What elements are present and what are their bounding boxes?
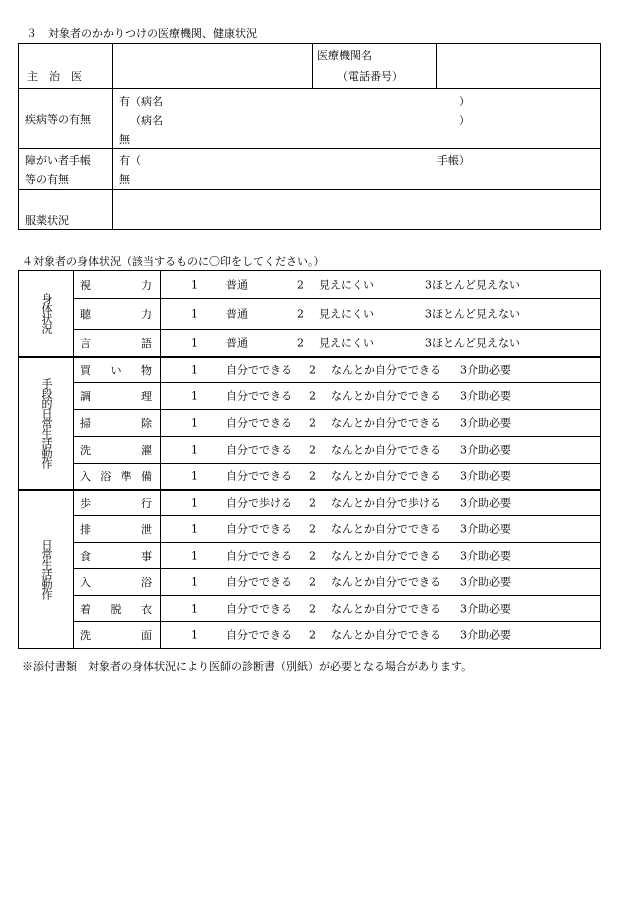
item-label-char: 着 [80, 602, 91, 616]
handbook-field[interactable] [113, 149, 601, 190]
body-status-row [19, 490, 601, 516]
option-t1: 自分でできる [226, 443, 292, 457]
option-t3: 3ほとんど見えない [425, 278, 520, 291]
option-t2: 見えにくい [319, 336, 374, 350]
option-t1: 自分でできる [226, 389, 292, 403]
item-label-char: 行 [141, 496, 152, 510]
item-label [74, 277, 160, 293]
item-label [74, 627, 160, 643]
item-label-cell [74, 330, 161, 357]
options-cell[interactable] [161, 410, 601, 437]
doctor-label: 主 治 医 [27, 70, 82, 83]
handbook-close: 手帳） [437, 154, 470, 167]
item-label-cell [74, 383, 161, 410]
item-label-char: 力 [141, 308, 152, 321]
option-t2: なんとか自分でできる [331, 443, 441, 457]
health-table [18, 43, 601, 230]
item-label-char: 泄 [141, 523, 152, 536]
group-label-cell [19, 490, 74, 649]
option-t1: 自分でできる [226, 628, 292, 642]
option-t3: 3介助必要 [460, 443, 511, 457]
item-label-cell [74, 464, 161, 490]
disease-field[interactable] [113, 89, 601, 149]
options-cell[interactable] [161, 543, 601, 569]
option-o2: 2 [309, 575, 316, 589]
option-o2: 2 [309, 389, 316, 403]
item-label-char: 排 [80, 523, 91, 536]
option-o1: 1 [191, 443, 198, 457]
option-t1: 普通 [226, 336, 248, 350]
group-label: 手段的日常生活動作 [40, 378, 53, 468]
option-t3: 3介助必要 [460, 363, 511, 377]
facility-name-label: 医療機関名 [317, 49, 372, 62]
options-cell[interactable] [161, 271, 601, 299]
item-label-char: 除 [141, 417, 152, 430]
option-o2: 2 [297, 336, 304, 350]
item-label-cell [74, 569, 161, 596]
option-t3: 3介助必要 [460, 496, 511, 510]
item-label-char: 言 [80, 336, 91, 350]
option-o1: 1 [191, 496, 198, 510]
option-o1: 1 [191, 549, 198, 562]
section3-title: ３ 対象者のかかりつけの医療機関、健康状況 [26, 27, 257, 40]
option-t2: なんとか自分でできる [331, 389, 441, 403]
option-t1: 自分でできる [226, 469, 292, 483]
item-label-cell [74, 543, 161, 569]
medication-field[interactable] [113, 190, 601, 230]
option-t3: 3介助必要 [460, 469, 511, 483]
option-o1: 1 [191, 522, 198, 536]
option-t2: 見えにくい [319, 307, 374, 321]
item-label-char: 買 [80, 363, 91, 377]
option-o1: 1 [191, 363, 198, 377]
options-cell[interactable] [161, 490, 601, 516]
item-label-char: 面 [141, 629, 152, 642]
disease-label-cell [19, 89, 113, 149]
item-label-char: 濯 [141, 444, 152, 457]
item-label-char: 浴 [141, 576, 152, 589]
options-cell[interactable] [161, 569, 601, 596]
item-label-char: 入 [80, 576, 91, 589]
body-status-row [19, 596, 601, 622]
body-status-row [19, 383, 601, 410]
option-o2: 2 [309, 469, 316, 483]
item-label-char: 聴 [80, 308, 91, 321]
option-o1: 1 [191, 336, 198, 350]
option-o2: 2 [297, 307, 304, 321]
option-t2: なんとか自分でできる [331, 363, 441, 377]
options-cell[interactable] [161, 437, 601, 464]
option-t3: 3介助必要 [460, 416, 511, 430]
item-label [74, 548, 160, 564]
item-label [74, 335, 160, 351]
item-label-cell [74, 622, 161, 649]
option-o1: 1 [191, 469, 198, 483]
option-o2: 2 [309, 416, 316, 430]
option-t1: 自分でできる [226, 522, 292, 536]
option-o1: 1 [191, 575, 198, 589]
doctor-label-cell [19, 44, 113, 89]
disease-yes-2: （病名 [130, 114, 163, 127]
body-status-row [19, 357, 601, 383]
option-t2: なんとか自分で歩ける [331, 496, 441, 510]
option-t3: 3介助必要 [460, 549, 511, 562]
option-o1: 1 [191, 602, 198, 615]
item-label-char: 洗 [80, 444, 91, 457]
section4-title: ４対象者の身体状況（該当するものに〇印をしてください。） [22, 255, 325, 268]
option-t3: 3介助必要 [460, 389, 511, 403]
option-o1: 1 [191, 628, 198, 642]
item-label [74, 601, 160, 617]
item-label-char: 入 [80, 470, 91, 484]
option-t3: 3介助必要 [460, 522, 511, 536]
option-t3: 3介助必要 [460, 575, 511, 589]
footnote: ※添付書類 対象者の身体状況により医師の診断書（別紙）が必要となる場合があります。 [22, 660, 473, 673]
option-o2: 2 [309, 602, 316, 615]
option-t1: 普通 [226, 307, 248, 321]
option-t2: なんとか自分でできる [331, 549, 441, 562]
item-label-char: 理 [141, 390, 152, 403]
option-t1: 自分でできる [226, 602, 292, 615]
option-t2: なんとか自分でできる [331, 575, 441, 589]
body-status-row [19, 299, 601, 330]
item-label [74, 415, 160, 431]
item-label [74, 521, 160, 537]
options-cell[interactable] [161, 383, 601, 410]
item-label [74, 495, 160, 511]
item-label-char: 力 [141, 278, 152, 292]
option-t1: 自分でできる [226, 549, 292, 562]
item-label-char: 事 [141, 549, 152, 563]
disease-yes-1: 有（病名 [119, 95, 163, 108]
item-label [74, 362, 160, 378]
item-label [74, 306, 160, 322]
option-t2: なんとか自分でできる [331, 522, 441, 536]
medication-label: 服薬状況 [25, 214, 69, 227]
doctor-name-field[interactable] [113, 44, 313, 89]
item-label-char: 浴 [100, 470, 112, 484]
option-t2: 見えにくい [319, 278, 374, 291]
item-label-char: 掃 [80, 417, 91, 430]
option-t1: 自分で歩ける [226, 496, 292, 510]
option-o2: 2 [309, 443, 316, 457]
option-t1: 自分でできる [226, 416, 292, 430]
handbook-none: 無 [119, 173, 130, 186]
option-t2: なんとか自分でできる [331, 416, 441, 430]
option-t1: 自分でできる [226, 363, 292, 377]
item-label-char: 視 [80, 278, 91, 292]
option-o2: 2 [309, 549, 316, 562]
body-status-row [19, 543, 601, 569]
option-t3: 3ほとんど見えない [425, 336, 520, 350]
item-label-cell [74, 437, 161, 464]
phone-label: （電話番号） [337, 70, 403, 83]
option-o2: 2 [309, 522, 316, 536]
body-status-row [19, 410, 601, 437]
body-status-row [19, 437, 601, 464]
option-o2: 2 [309, 628, 316, 642]
option-t2: なんとか自分でできる [331, 602, 441, 615]
options-cell[interactable] [161, 299, 601, 330]
item-label-cell [74, 596, 161, 622]
item-label-cell [74, 271, 161, 299]
option-o2: 2 [309, 363, 316, 377]
group-label: 日常生活動作 [40, 539, 53, 600]
options-cell[interactable] [161, 596, 601, 622]
disease-close-1: ） [459, 95, 470, 108]
handbook-yes: 有（ [119, 154, 141, 167]
options-cell[interactable] [161, 516, 601, 543]
body-status-row [19, 271, 601, 299]
item-label-char: 歩 [80, 496, 91, 510]
item-label-char: 衣 [141, 602, 152, 616]
option-t3: 3介助必要 [460, 628, 511, 642]
item-label-cell [74, 299, 161, 330]
body-status-row [19, 569, 601, 596]
group-label-cell [19, 271, 74, 357]
item-label [74, 442, 160, 458]
option-o1: 1 [191, 389, 198, 403]
item-label [74, 468, 160, 484]
options-cell[interactable] [161, 357, 601, 383]
handbook-label-2: 等の有無 [25, 173, 69, 186]
option-t3: 3ほとんど見えない [425, 307, 520, 321]
options-cell[interactable] [161, 622, 601, 649]
options-cell[interactable] [161, 464, 601, 490]
option-o2: 2 [309, 496, 316, 510]
item-label-char: い [110, 363, 122, 377]
option-t1: 普通 [226, 278, 248, 291]
item-label-char: 食 [80, 549, 91, 563]
item-label-char: 調 [80, 390, 91, 403]
item-label [74, 574, 160, 590]
item-label-cell [74, 490, 161, 516]
body-status-row [19, 622, 601, 649]
option-o1: 1 [191, 307, 198, 321]
item-label-char: 脱 [110, 602, 122, 616]
option-t1: 自分でできる [226, 575, 292, 589]
item-label-char: 準 [120, 470, 132, 484]
body-status-table [18, 270, 601, 649]
item-label-cell [74, 357, 161, 383]
disease-close-2: ） [459, 114, 470, 127]
item-label-char: 語 [141, 336, 152, 350]
facility-label-cell [313, 44, 437, 89]
item-label-cell [74, 410, 161, 437]
item-label-char: 洗 [80, 629, 91, 642]
option-t2: なんとか自分でできる [331, 628, 441, 642]
option-t2: なんとか自分でできる [331, 469, 441, 483]
item-label [74, 388, 160, 404]
group-label-cell [19, 357, 74, 490]
option-o1: 1 [191, 278, 198, 291]
body-status-row [19, 330, 601, 357]
medication-label-cell [19, 190, 113, 230]
option-o1: 1 [191, 416, 198, 430]
body-status-row [19, 516, 601, 543]
disease-label: 疾病等の有無 [25, 113, 91, 126]
body-status-row [19, 464, 601, 490]
handbook-label-1: 障がい者手帳 [25, 154, 91, 167]
group-label: 身体状況 [40, 293, 53, 334]
item-label-char: 備 [140, 470, 152, 484]
option-t3: 3介助必要 [460, 602, 511, 615]
item-label-char: 物 [141, 363, 152, 377]
options-cell[interactable] [161, 330, 601, 357]
item-label-cell [74, 516, 161, 543]
option-o2: 2 [297, 278, 304, 291]
facility-name-field[interactable] [437, 44, 601, 89]
handbook-label-cell [19, 149, 113, 190]
disease-none: 無 [119, 133, 130, 146]
